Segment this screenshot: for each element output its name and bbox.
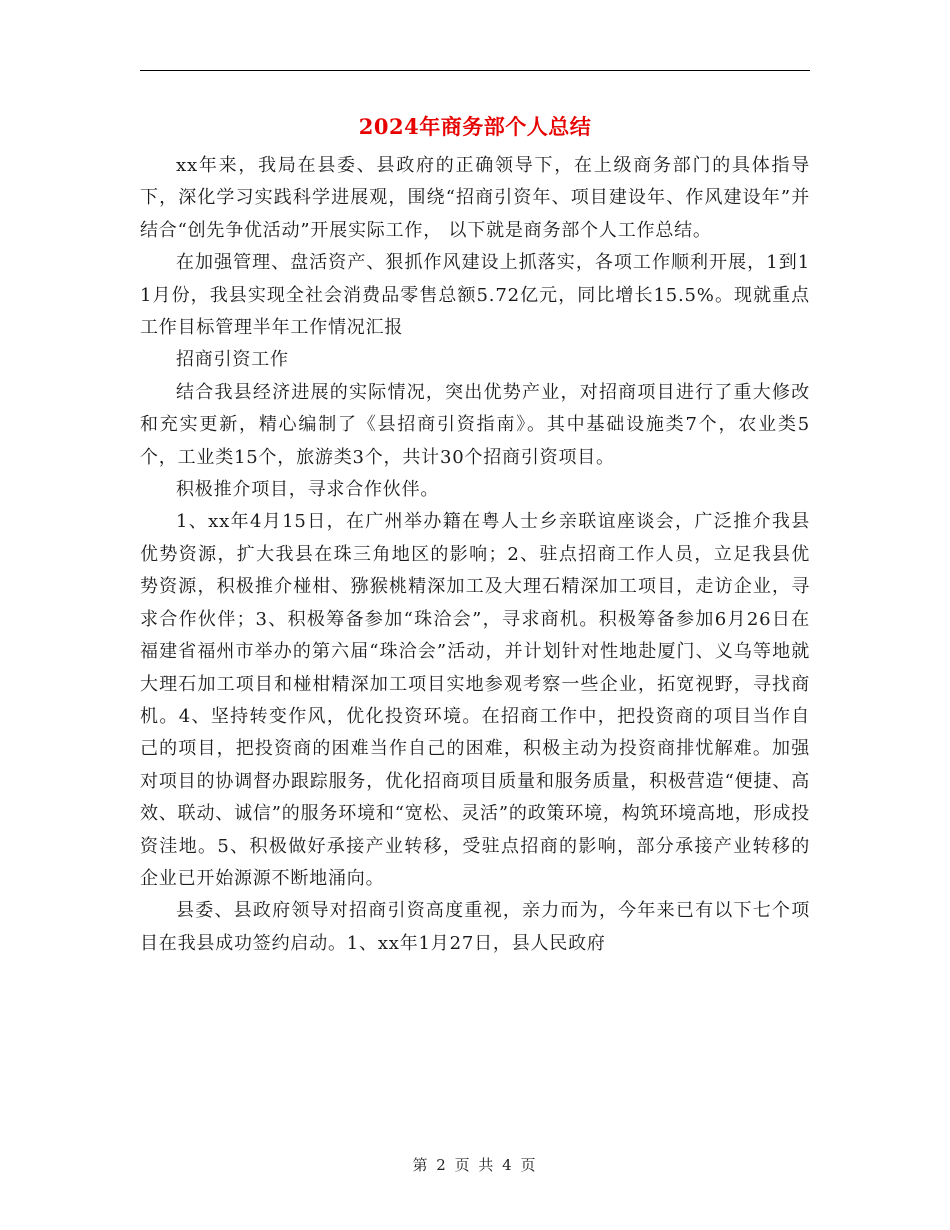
paragraph-management: 在加强管理、盘活资产、狠抓作风建设上抓落实，各项工作顺利开展，1到11月份，我县实现全社会消费品零售总额5.72亿元，同比增长15.5%。现就重点工作目标管理半年工作情况汇报 <box>140 252 810 339</box>
section-heading-promotion: 积极推介项目，寻求合作伙伴。 <box>176 479 440 501</box>
paragraph-investment-guide: 结合我县经济进展的实际情况，突出优势产业，对招商项目进行了重大修改和充实更新，精心编制了《县招商引资指南》。其中基础设施类7个，农业类5个，工业类15个，旅游类3个，共计30个招商引资项目。 <box>140 381 810 468</box>
document-title: 2024年商务部个人总结 <box>358 114 592 139</box>
paragraph-signed-projects: 县委、县政府领导对招商引资高度重视，亲力而为，今年来已有以下七个项目在我县成功签约启动。1、xx年1月27日，县人民政府 <box>140 900 810 954</box>
paragraph-intro: xx年来，我局在县委、县政府的正确领导下，在上级商务部门的具体指导下，深化学习实践科学进展观，围绕“招商引资年、项目建设年、作风建设年”并结合“创先争优活动”开展实际工作， 以下就是商务部个人工作总结。 <box>140 155 810 241</box>
document-body <box>140 150 810 960</box>
paragraph-promotion-details: 1、xx年4月15日，在广州举办籍在粤人士乡亲联谊座谈会，广泛推介我县优势资源，扩大我县在珠三角地区的影响；2、驻点招商工作人员，立足我县优势资源，积极推介椪柑、猕猴桃精深加工及大理石精深加工项目，走访企业，寻求合作伙伴；3、积极筹备参加“珠洽会”，寻求商机。积极筹备参加6月26日在福建省福州市举办的第六届“珠洽会”活动，并计划针对性地赴厦门、义乌等地就大理石加工项目和椪柑精深加工项目实地参观考察一些企业，拓宽视野，寻找商机。4、坚持转变作风，优化投资环境。在招商工作中，把投资商的项目当作自己的项目，把投资商的困难当作自己的困难，积极主动为投资商排忧解难。加强对项目的协调督办跟踪服务，优化招商项目质量和服务质量，积极营造“便捷、高效、联动、诚信”的服务环境和“宽松、灵活”的政策环境，构筑环境高地，形成投资洼地。5、积极做好承接产业转移，受驻点招商的影响，部分承接产业转移的企业已开始源源不断地涌向。 <box>140 511 810 889</box>
section-heading-investment: 招商引资工作 <box>176 349 289 371</box>
header-rule <box>140 70 810 71</box>
page-number-footer: 第 2 页 共 4 页 <box>412 1156 538 1174</box>
